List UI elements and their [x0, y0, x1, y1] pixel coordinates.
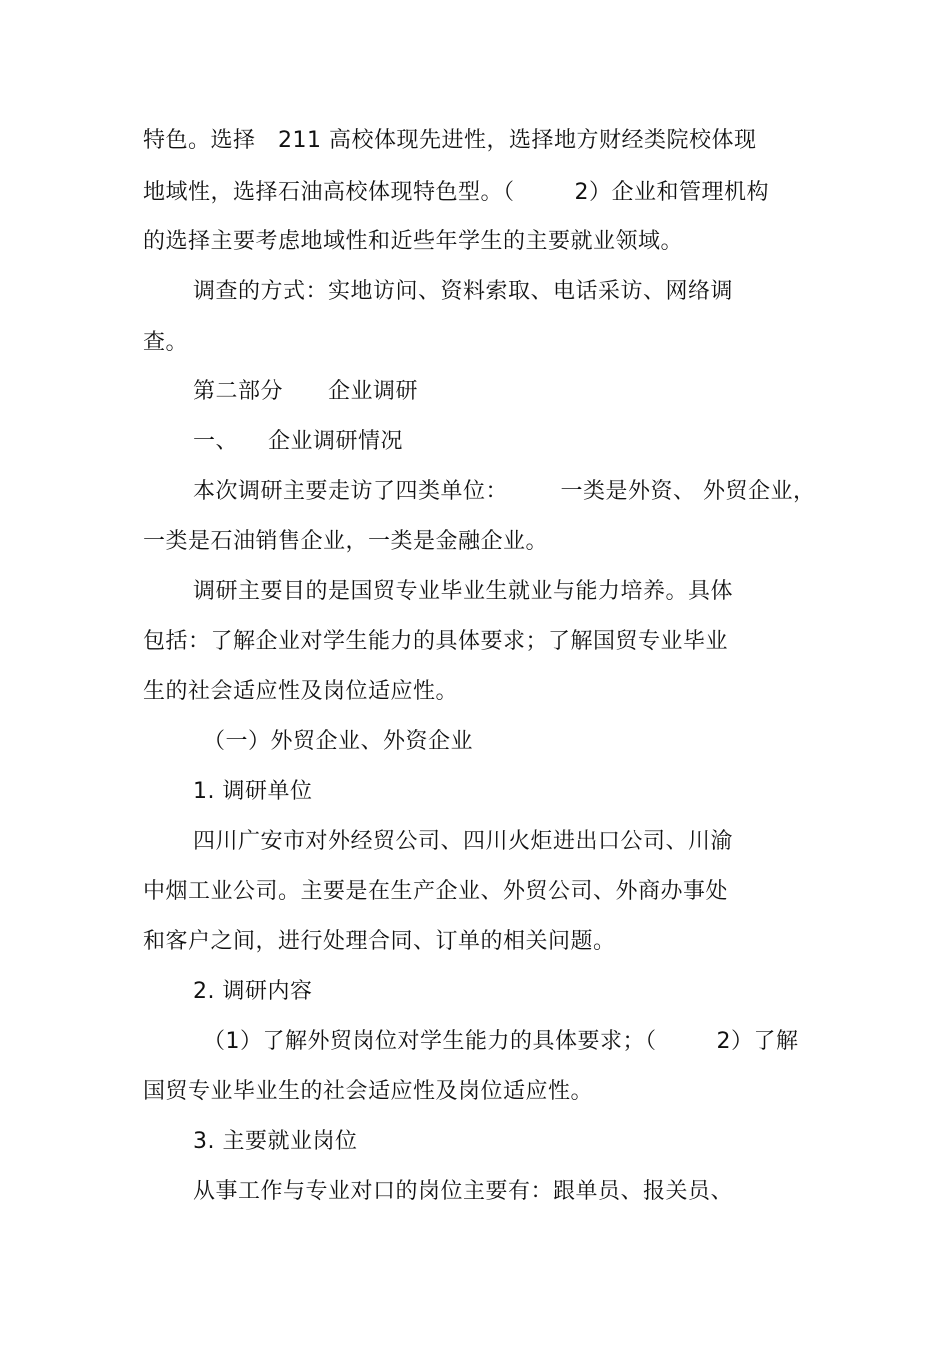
paragraph-line-2: 地域性，选择石油高校体现特色型。（ 2）企业和管理机构: [143, 180, 769, 205]
section-heading: 第二部分 企业调研: [193, 379, 418, 404]
paragraph-line-3: 的选择主要考虑地域性和近些年学生的主要就业领域。: [143, 229, 684, 254]
item-heading-1: 1. 调研单位: [193, 779, 313, 804]
item-heading-3: 3. 主要就业岗位: [193, 1129, 358, 1154]
paragraph-line-13: 和客户之间，进行处理合同、订单的相关问题。: [143, 929, 616, 954]
paragraph-line-10: 生的社会适应性及岗位适应性。: [143, 679, 459, 704]
paragraph-line-4: 调查的方式：实地访问、资料索取、电话采访、网络调: [193, 279, 734, 304]
item-heading-2: 2. 调研内容: [193, 979, 313, 1004]
paragraph-line-6: 本次调研主要走访了四类单位： 一类是外资、 外贸企业，: [193, 479, 816, 504]
category-heading: （一）外贸企业、外资企业: [203, 729, 474, 754]
paragraph-line-16: 从事工作与专业对口的岗位主要有：跟单员、报关员、: [193, 1179, 734, 1204]
paragraph-line-9: 包括：了解企业对学生能力的具体要求；了解国贸专业毕业: [143, 629, 729, 654]
paragraph-line-14: （1）了解外贸岗位对学生能力的具体要求；（ 2）了解: [203, 1029, 799, 1054]
paragraph-line-15: 国贸专业毕业生的社会适应性及岗位适应性。: [143, 1079, 594, 1104]
paragraph-line-7: 一类是石油销售企业，一类是金融企业。: [143, 529, 549, 554]
paragraph-line-12: 中烟工业公司。主要是在生产企业、外贸公司、外商办事处: [143, 879, 729, 904]
paragraph-line-5: 查。: [143, 330, 189, 355]
subsection-heading: 一、 企业调研情况: [193, 429, 403, 454]
paragraph-line-11: 四川广安市对外经贸公司、四川火炬进出口公司、川渝: [193, 829, 734, 854]
paragraph-line-1: 特色。选择 211 高校体现先进性，选择地方财经类院校体现: [143, 128, 757, 153]
paragraph-line-8: 调研主要目的是国贸专业毕业生就业与能力培养。具体: [193, 579, 734, 604]
